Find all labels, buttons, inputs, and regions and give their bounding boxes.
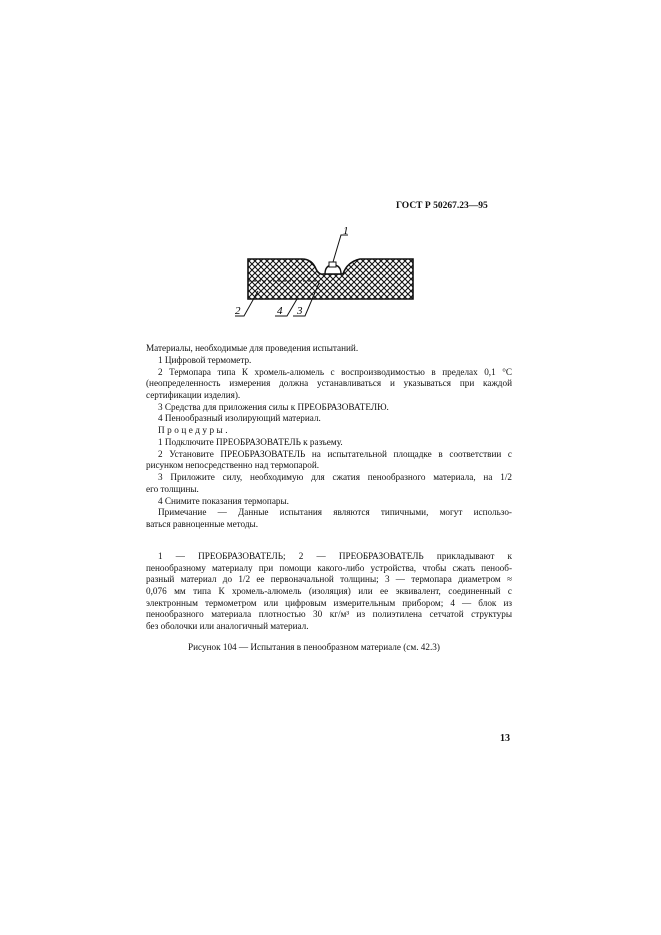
page-number: 13	[500, 733, 510, 744]
note-line: ваться равноценные методы.	[146, 519, 259, 529]
text-line: его толщины.	[146, 484, 199, 494]
foam-test-figure	[225, 225, 425, 320]
text-line: 4 Пенообразный изолирующий материал.	[158, 413, 321, 423]
legend-line: пенообразному материалу при помощи какого-либо устройства, чтобы сжать пенооб-	[146, 563, 512, 573]
text-line: 3 Средства для приложения силы к ПРЕОБРАЗОВАТЕЛЮ.	[158, 402, 389, 412]
legend-line: электронным термометром или цифровым измерительным прибором; 4 — блок из	[146, 598, 512, 608]
legend-line: 1 — ПРЕОБРАЗОВАТЕЛЬ; 2 — ПРЕОБРАЗОВАТЕЛЬ прикладывают к	[158, 551, 512, 561]
text-line: 4 Снимите показания термопары.	[158, 496, 289, 506]
legend-line: 0,076 мм типа К хромель-алюмель (изоляция) или ее эквивалент, соединенный с	[146, 586, 512, 596]
label-3: 3	[297, 305, 303, 317]
note-line: Примечание — Данные испытания являются типичными, могут использо-	[158, 507, 512, 517]
text-line: рисунком непосредственно над термопарой.	[146, 460, 320, 470]
text-line: Материалы, необходимые для проведения испытаний.	[146, 343, 359, 353]
text-line: 3 Приложите силу, необходимую для сжатия пенообразного материала, на 1/2	[158, 472, 512, 482]
text-line: 1 Цифровой термометр.	[158, 355, 252, 365]
label-4: 4	[277, 305, 283, 317]
standard-header: ГОСТ Р 50267.23—95	[396, 201, 488, 211]
procedures-heading: Процедуры.	[158, 425, 231, 435]
text-line: сертификации изделия).	[146, 390, 241, 400]
legend-line: пенообразного материала плотностью 30 кг/м³ из полиэтилена сетчатой структуры	[146, 609, 512, 619]
legend-line: без оболочки или аналогичный материал.	[146, 621, 309, 631]
text-line: (неопределенность измерения должна устанавливаться и указываться при каждой	[146, 378, 512, 388]
label-2: 2	[235, 305, 241, 317]
text-line: 2 Установите ПРЕОБРАЗОВАТЕЛЬ на испытательной площадке в соответствии с	[158, 449, 512, 459]
figure-caption: Рисунок 104 — Испытания в пенообразном материале (см. 42.3)	[188, 642, 440, 652]
legend-line: разный материал до 1/2 ее первоначальной толщины; 3 — термопара диаметром ≈	[146, 574, 512, 584]
label-1: 1	[343, 225, 349, 237]
text-line: 2 Термопара типа К хромель-алюмель с воспроизводимостью в пределах 0,1 °С	[158, 367, 512, 377]
text-line: 1 Подключите ПРЕОБРАЗОВАТЕЛЬ к разъему.	[158, 437, 343, 447]
